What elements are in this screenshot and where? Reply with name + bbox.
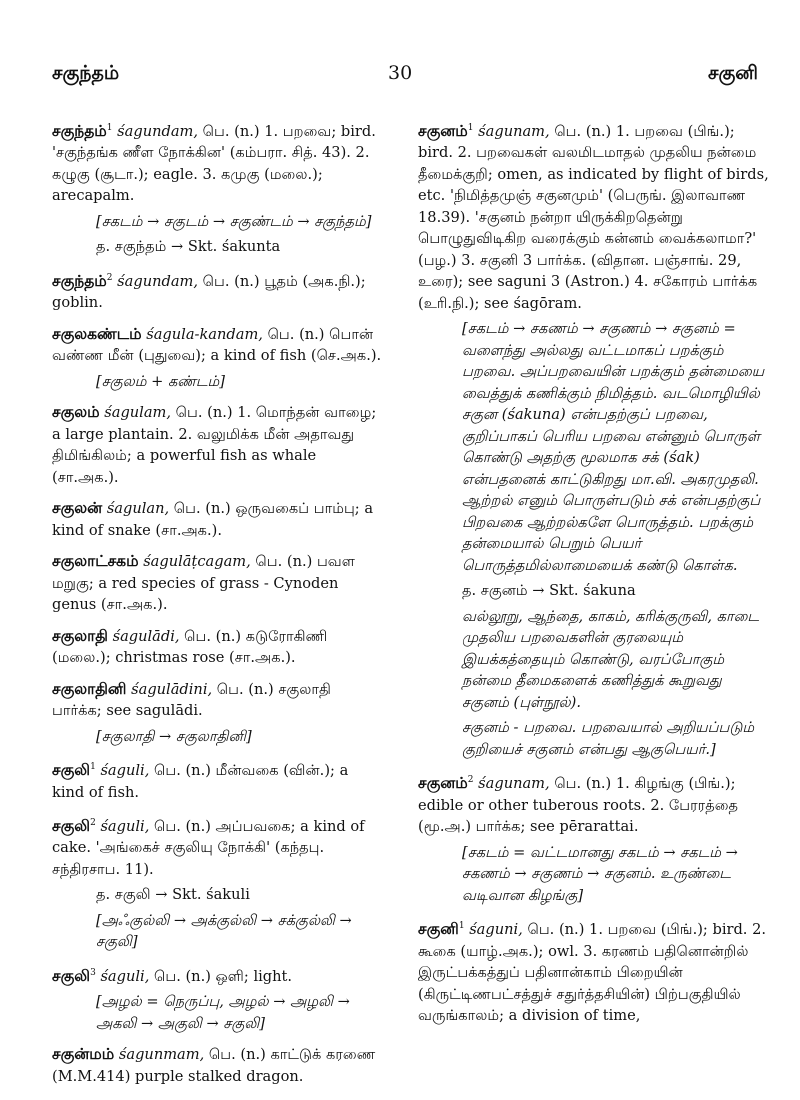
headword: சகுலி xyxy=(52,816,91,835)
definition: பெ. (n.) 1. கிழங்கு (பிங்.); edible or other tuberous roots. 2. பேரரத்தை (மூ.அ.) பார்க்க; see pērarattai. xyxy=(418,775,739,836)
homonym-number: 1 xyxy=(458,921,465,932)
definition: பெ. (n.) பவள மறுகு; a red species of grass - Cynoden genus (சா.அக.). xyxy=(52,553,355,614)
page-number: 30 xyxy=(388,62,413,84)
dictionary-entry xyxy=(52,118,382,258)
running-head-right: சகுனி xyxy=(707,62,758,84)
transliteration: śagulādi, xyxy=(112,627,180,645)
etymology: [சகடம் → சகுடம் → சகுண்டம் → சகுந்தம்] xyxy=(96,212,372,230)
definition: பெ. (n.) 1. மொந்தன் வாழை; a large plantain. 2. வலுமிக்க மீன் அதாவது திமிங்கிலம்; a powerful fish as whale (சா.அக.). xyxy=(52,404,377,486)
definition: பெ. (n.) பொன் வண்ண மீன் (புதுவை); a kind of fish (செ.அக.). xyxy=(52,325,382,365)
headword: சகுலி xyxy=(52,966,91,985)
definition: பெ. (n.) பூதம் (அக.நி.); goblin. xyxy=(52,272,366,312)
etymology: [அழல் = நெருப்பு, அழல் → அழலி → அகலி → அகுலி → சகுலி] xyxy=(96,993,350,1032)
transliteration: śaguli, xyxy=(100,967,150,985)
homonym-number: 2 xyxy=(467,775,474,786)
homonym-number: 1 xyxy=(90,762,96,773)
transliteration: śaguli, xyxy=(100,817,150,835)
headword: சகுனி xyxy=(418,920,459,939)
headword: சகுலாட்சகம் xyxy=(52,552,139,571)
definition: பெ. (n.) ஒருவகைப் பாம்பு; a kind of snake (சா.அக.). xyxy=(52,500,374,539)
headword: சகுலாதினி xyxy=(52,679,127,698)
sanskrit-note: த. சகுனம் → Skt. śakuna xyxy=(462,582,636,600)
transliteration: śagulādini, xyxy=(131,680,213,698)
dictionary-entry xyxy=(52,551,382,616)
left-column xyxy=(52,118,382,1097)
dictionary-entry xyxy=(52,268,382,314)
sanskrit-note: த. சகுந்தம் → Skt. śakunta xyxy=(96,238,281,256)
headword: சகுலகண்டம் xyxy=(52,324,142,343)
dictionary-entry xyxy=(52,963,382,1034)
definition: பெ. (n.) சகுலாதி பார்க்க; see sagulādi. xyxy=(52,680,332,720)
dictionary-entry xyxy=(52,324,382,393)
headword: சகுன்மம் xyxy=(52,1045,115,1064)
headword: சகுலாதி xyxy=(52,626,108,645)
definition: பெ. (n.) அப்பவகை; a kind of cake. 'அங்கைச் சகுலியு நோக்கி' (கந்தபு. சந்திரசாப. 11). xyxy=(52,817,365,878)
usage-note: வல்லூறு, ஆந்தை, காகம், கரிக்குருவி, காடை முதலிய பறவைகளின் குரலையும் இயக்கத்தையும் கொண்டு, வரப்போகும் நன்மை தீமைகளைக் கணித்துக் கூறுவது சகுனம் (புள்நூல்). xyxy=(462,607,759,711)
transliteration: śaguli, xyxy=(100,762,150,780)
definition: பெ. (n.) 1. பறவை (பிங்.); bird. 2. பறவைகள் வலமிடமாதல் முதலிய நன்மை தீமைக்குறி; omen, as indicated by flight of birds, etc. 'நிமித்தமுஞ் சகுனமும்' (பெருங். இலாவாண 18.39). 'சகுனம் நன்றா யிருக்கிறதென்று பொழுதுவிடிகிற வரைக்கும் கன்னம் வைக்கலாமா?' (பழ.) 3. சகுனி 3 பார்க்க. (விதான. பஞ்சாங். 29, உரை); see saguni 3 (Astron.) 4. சகோரம் பார்க்க (உரி.நி.); see śagōram. xyxy=(418,122,769,312)
dictionary-entry xyxy=(52,498,382,541)
dictionary-entry xyxy=(52,813,382,953)
transliteration: śagunam, xyxy=(478,775,550,793)
etymology: [அஃகுல்லி → அக்குல்லி → சக்குல்லி → சகுலி] xyxy=(96,911,352,951)
headword: சகுனம் xyxy=(418,774,468,793)
headword: சகுந்தம் xyxy=(52,121,107,140)
dictionary-entry xyxy=(52,402,382,488)
homonym-number: 2 xyxy=(106,272,113,283)
transliteration: śagundam, xyxy=(117,272,199,290)
transliteration: śagula-kandam, xyxy=(146,325,263,343)
headword: சகுனம் xyxy=(418,121,468,140)
homonym-number: 1 xyxy=(106,123,113,133)
headword: சகுலம் xyxy=(52,403,100,422)
definition: பெ. (n.) கடுரோகிணி (மலை.); christmas rose (சா.அக.). xyxy=(52,627,328,667)
transliteration: śagundam, xyxy=(117,122,199,140)
homonym-number: 2 xyxy=(90,818,96,829)
definition: பெ. (n.) ஒளி; light. xyxy=(153,967,293,985)
definition: பெ. (n.) 1. பறவை; bird. 'சகுந்தங்க ணீள நோக்கின' (கம்பரா. சித். 43). 2. கழுகு (சூடா.); eagle. 3. கமுகு (மலை.); arecapalm. xyxy=(52,122,376,205)
transliteration: śagulāṭcagam, xyxy=(143,553,251,571)
usage-note: சகுனம் - பறவை. பறவையால் அறியப்படும் குறியைச் சகுனம் என்பது ஆகுபெயர்.] xyxy=(462,719,755,758)
sanskrit-note: த. சகுலி → Skt. śakuli xyxy=(96,886,250,904)
transliteration: śagulan, xyxy=(106,500,170,518)
dictionary-entry xyxy=(52,679,382,748)
headword: சகுலன் xyxy=(52,499,103,518)
dictionary-entry xyxy=(52,626,382,669)
definition: பெ. (n.) காட்டுக் கரணை (M.M.414) purple stalked dragon. xyxy=(52,1046,376,1085)
dictionary-entry xyxy=(52,1044,382,1087)
headword: சகுந்தம் xyxy=(52,271,107,290)
transliteration: śaguni, xyxy=(469,921,523,939)
etymology: [சகடம் = வட்டமானது சகடம் → சகடம் → சகணம் → சகுணம் → சகுனம். உருண்டை வடிவான கிழங்கு] xyxy=(462,843,738,904)
homonym-number: 3 xyxy=(90,967,96,978)
running-head-left: சகுந்தம் xyxy=(52,62,120,84)
transliteration: śagulam, xyxy=(104,404,172,422)
etymology: [சகுலம் + கண்டம்] xyxy=(96,372,225,390)
transliteration: śagunam, xyxy=(478,122,550,140)
dictionary-entry xyxy=(418,916,773,1026)
definition: பெ. (n.) 1. பறவை (பிங்.); bird. 2. கூகை (யாழ்.அக.); owl. 3. கரணம் பதினொன்றில் இருட்பக்கத்துப் பதினான்காம் பிறையின் (கிருட்டிணபட்சத்துச் சதுர்த்தசியின்) பிற்பகுதியில் வருங்காலம்; a division of time, xyxy=(418,921,767,1025)
headword: சகுலி xyxy=(52,761,91,780)
etymology: [சகடம் → சகணம் → சகுணம் → சகுனம் = வளைந்து அல்லது வட்டமாகப் பறக்கும் பறவை. அப்பறவையின் பறக்கும் தன்மையை வைத்துக் கணிக்கும் நிமித்தம். வடமொழியில் சகுன (śakuna) என்பதற்குப் பறவை, குறிப்பாகப் பெரிய பறவை என்னும் பொருள் கொண்டு அதற்கு மூலமாக சக் (śak) என்பதனைக் காட்டுகிறது மா.வி. அகரமுதலி. ஆற்றல் எனும் பொருள்படும் சக் என்பதற்குப் பிறவகை ஆற்றல்களே பொருத்தம். பறக்கும் தன்மையால் பெறும் பெயர் பொருத்தமில்லாமையைக் கண்டு கொள்க. xyxy=(462,320,765,574)
etymology: [சகுலாதி → சகுலாதினி] xyxy=(96,727,252,745)
definition: பெ. (n.) மீன்வகை (வின்.); a kind of fish. xyxy=(52,762,349,801)
dictionary-entry xyxy=(52,757,382,803)
dictionary-entry xyxy=(418,118,773,760)
dictionary-entry xyxy=(418,770,773,906)
right-column xyxy=(418,118,773,1037)
transliteration: śagunmam, xyxy=(118,1046,205,1064)
homonym-number: 1 xyxy=(467,123,474,133)
